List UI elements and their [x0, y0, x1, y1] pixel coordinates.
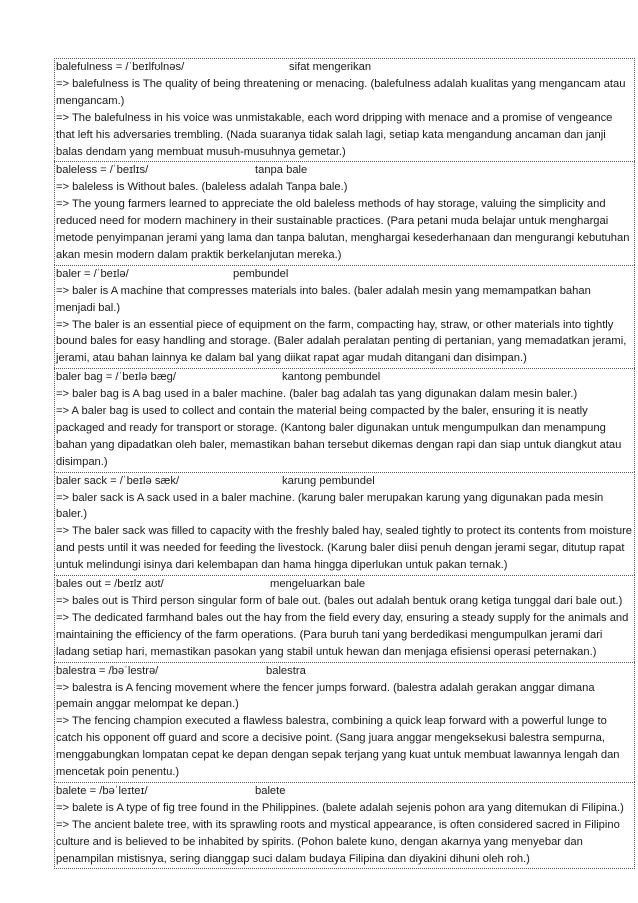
entry-term: balete = /bəˈleɪteɪ/ — [56, 784, 148, 797]
entry-term: baler bag = /ˈbeɪlə bæg/ — [56, 371, 176, 384]
entry-header — [56, 576, 633, 593]
entry-example: => The balefulness in his voice was unmistakable, each word dripping with menace and a promise of vengeance that left his adversaries trembling. (Nada suaranya tidak salah lagi, setiap kata mengandung ancaman dan janji balas dendam yang membuat musuh-musuhnya gemetar.) — [56, 111, 613, 158]
entry-translation: kantong pembundel — [282, 371, 381, 384]
entry-term: baler = /ˈbeɪlə/ — [56, 267, 129, 280]
entry-header — [56, 266, 633, 283]
entry-translation: tanpa bale — [255, 164, 308, 177]
entry-definition: => balestra is A fencing movement where the fencer jumps forward. (balestra adalah gerakan anggar dimana pemain anggar melompat ke depan.) — [56, 681, 595, 711]
entry-baler-bag — [54, 368, 635, 471]
entry-definition: => baler is A machine that compresses materials into bales. (baler adalah mesin yang memampatkan bahan menjadi bal.) — [56, 284, 591, 314]
entry-example: => A baler bag is used to collect and contain the material being compacted by the baler, ensuring it is neatly packaged and ready for transport or storage. (Kantong baler digunakan untuk mengumpulkan dan menampung bahan yang dipadatkan oleh baler, memastikan bahan tersebut dikemas dengan rapi dan siap untuk diangkut atau disimpan.) — [56, 405, 622, 468]
entry-translation: karung pembundel — [282, 474, 375, 487]
entry-baler-sack — [54, 472, 635, 575]
entry-term: baler sack = /ˈbeɪlə sæk/ — [56, 474, 180, 487]
entry-translation: balestra — [266, 664, 306, 677]
entry-example: => The ancient balete tree, with its sprawling roots and mystical appearance, is often considered sacred in Filipino culture and is believed to be inhabited by spirits. (Pohon balete kuno, dengan akarnya yang menyebar dan penampilan mistisnya, sering dianggap suci dalam budaya Filipina dan diyakini dihuni oleh roh.) — [56, 818, 620, 865]
entry-balestra — [54, 662, 635, 782]
entry-example: => The baler sack was filled to capacity with the freshly baled hay, sealed tightly to protect its contents from moisture and pests until it was needed for feeding the livestock. (Karung baler diisi penuh dengan jerami segar, ditutup rapat untuk melindungi isinya dari kelembapan dan hama hingga diperlukan untuk pakan ternak.) — [56, 525, 633, 572]
entry-balete — [54, 782, 635, 870]
entry-header — [56, 59, 633, 76]
entry-definition: => bales out is Third person singular form of bale out. (bales out adalah bentuk orang ketiga tunggal dari bale out.) — [56, 595, 623, 607]
entry-definition: => baleless is Without bales. (baleless adalah Tanpa bale.) — [56, 181, 348, 194]
entry-translation: pembundel — [233, 267, 289, 280]
entry-term: bales out = /beɪlz aʊt/ — [56, 578, 164, 591]
vocabulary-list — [54, 58, 635, 869]
entry-example: => The baler is an essential piece of equipment on the farm, compacting hay, straw, or other materials into tightly bound bales for easy handling and storage. (Baler adalah peralatan penting di pertanian, yang memadatkan jerami, jerami, atau bahan lainnya ke dalam bal yang diikat rapat agar mudah ditangani dan disimpan.) — [56, 318, 627, 365]
entry-term: balestra = /bəˈlestrə/ — [56, 664, 159, 677]
entry-translation: sifat mengerikan — [289, 61, 372, 73]
entry-translation: balete — [255, 784, 286, 797]
entry-header — [56, 663, 633, 680]
entry-balefulness — [54, 58, 635, 161]
entry-bales-out — [54, 575, 635, 662]
entry-header — [56, 473, 633, 490]
entry-example: => The dedicated farmhand bales out the hay from the field every day, ensuring a steady supply for the animals and maintaining the efficiency of the farm operations. (Para buruh tani yang berdedikasi mengumpulkan jerami dari ladang setiap hari, memastikan pasokan yang stabil untuk hewan dan menjaga efisiensi operasi peternakan.) — [56, 611, 629, 658]
entry-definition: => balefulness is The quality of being threatening or menacing. (balefulness adalah kualitas yang mengancam atau mengancam.) — [56, 77, 626, 107]
entry-definition: => baler bag is A bag used in a baler machine. (baler bag adalah tas yang digunakan dalam mesin baler.) — [56, 388, 578, 401]
entry-definition: => baler sack is A sack used in a baler machine. (karung baler merupakan karung yang digunakan pada mesin baler.) — [56, 491, 604, 521]
entry-term: balefulness = /ˈbeɪlfʊlnəs/ — [56, 61, 185, 73]
entry-baleless — [54, 161, 635, 264]
entry-translation: mengeluarkan bale — [270, 578, 366, 591]
entry-header — [56, 783, 633, 800]
entry-term: baleless = /ˈbeɪlɪs/ — [56, 164, 149, 177]
entry-definition: => balete is A type of fig tree found in the Philippines. (balete adalah sejenis pohon ara yang ditemukan di Filipina.) — [56, 801, 624, 814]
entry-baler — [54, 265, 635, 368]
entry-example: => The young farmers learned to appreciate the old baleless methods of hay storage, valuing the simplicity and reduced need for modern machinery in their sustainable practices. (Para petani muda belajar untuk menghargai metode penyimpanan jerami yang lama dan tanpa balutan, menghargai kesederhanaan dan mengurangi kebutuhan akan mesin modern dalam praktik berkelanjutan mereka.) — [56, 198, 630, 261]
entry-example: => The fencing champion executed a flawless balestra, combining a quick leap forward with a powerful lunge to catch his opponent off guard and score a decisive point. (Sang juara anggar mengeksekusi balestra sempurna, menggabungkan lompatan cepat ke depan dengan sepak terjang yang kuat untuk membuat lawannya lengah dan mencetak poin penentu.) — [56, 715, 620, 779]
entry-header — [56, 369, 633, 386]
entry-header — [56, 162, 633, 179]
